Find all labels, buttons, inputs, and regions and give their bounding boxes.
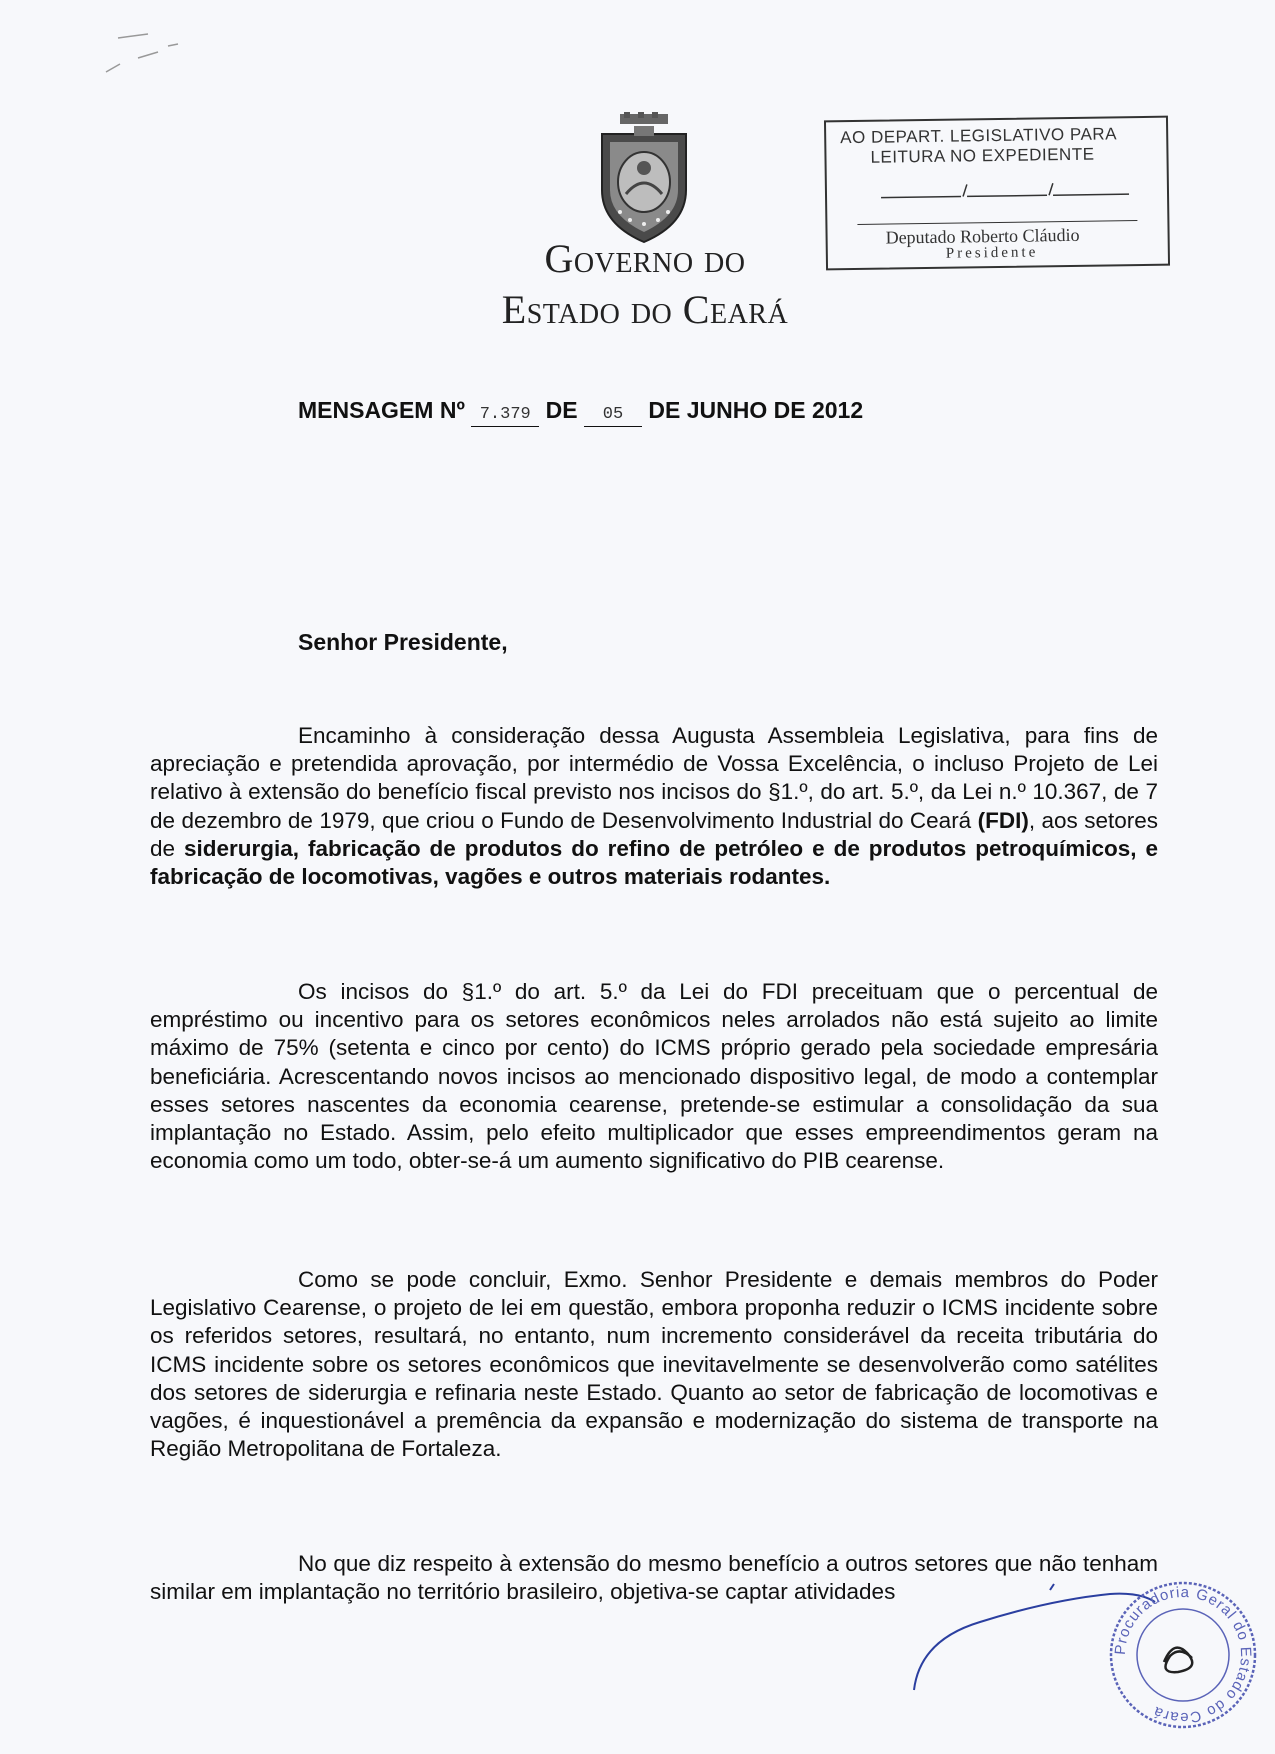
legislative-department-stamp — [824, 116, 1170, 271]
stamp-date-blank — [851, 178, 1141, 202]
scan-specks — [78, 28, 198, 98]
procuradoria-seal-icon — [1104, 1574, 1262, 1736]
message-heading — [298, 397, 863, 427]
message-prefix: MENSAGEM Nº — [298, 397, 465, 423]
title-line-1: GOVERNO DO — [544, 236, 746, 281]
paragraph-3: Como se pode concluir, Exmo. Senhor Presidente e demais membros do Poder Legislativo Cearense, o projeto de lei em questão, embora proponha reduzir o ICMS incidente sobre os referidos setores, resultará, no entanto, num incremento considerável da receita tributária do ICMS incidente sobre os setores econômicos que inevitavelmente se desenvolverão como satélites dos setores de siderurgia e refinaria neste Estado. Quanto ao setor de fabricação de locomotivas e vagões, é inquestionável a premência da expansão e modernização do sistema de transporte na Região Metropolitana de Fortaleza. — [150, 1267, 1158, 1462]
government-title — [470, 236, 820, 338]
paragraph-2: Os incisos do §1.º do art. 5.º da Lei do FDI preceituam que o percentual de empréstimo ou incentivo para os setores econômicos neles arrolados não está sujeito ao limite máximo de 75% (setenta e cinco por cento) do ICMS próprio gerado pela sociedade empresária beneficiária. Acrescentando novos incisos ao mencionado dispositivo legal, de modo a contemplar esses setores nascentes da economia cearense, pretende-se estimular a consolidação da sua implantação no Estado. Assim, pelo efeito multiplicador que esses empreendimentos geram na economia como um todo, obter-se-á um aumento significativo do PIB cearense. — [150, 979, 1158, 1174]
stamp-signature-line — [857, 220, 1137, 225]
message-de: DE — [545, 397, 578, 423]
seal-text: Procuradoria Geral do Estado do Ceará — [1111, 1583, 1255, 1727]
state-coat-of-arms-icon — [590, 112, 698, 244]
svg-text:Procuradoria Geral do Estado d — [1112, 1584, 1254, 1726]
stamp-role: Presidente — [945, 244, 1039, 262]
message-suffix: DE JUNHO DE 2012 — [648, 397, 864, 423]
message-day: 05 — [584, 404, 642, 427]
salutation: Senhor Presidente, — [298, 629, 508, 655]
title-line-2: ESTADO DO CEARÁ — [501, 287, 789, 332]
paragraph-4: No que diz respeito à extensão do mesmo benefício a outros setores que não tenham similar em implantação no território brasileiro, objetiva-se captar atividades — [150, 1551, 1158, 1605]
stamp-line-1: AO DEPART. LEGISLATIVO PARA — [840, 124, 1118, 148]
message-number: 7.379 — [471, 404, 539, 427]
stamp-name: Deputado Roberto Cláudio — [885, 224, 1080, 248]
paragraph-1: Encaminho à consideração dessa Augusta Assembleia Legislativa, para fins de apreciação e pretendida aprovação, por intermédio de Vossa Excelência, o incluso Projeto de Lei relativo à extensão do benefício fiscal previsto nos incisos do §1.º, do art. 5.º, da Lei n.º 10.367, de 7 de dezembro de 1979, que criou o Fundo de Desenvolvimento Industrial do Ceará (FDI), aos setores de siderurgia, fabricação de produtos do refino de petróleo e de produtos petroquímicos, e fabricação de locomotivas, vagões e outros materiais rodantes. — [150, 723, 1158, 890]
stamp-line-2: LEITURA NO EXPEDIENTE — [870, 144, 1095, 167]
